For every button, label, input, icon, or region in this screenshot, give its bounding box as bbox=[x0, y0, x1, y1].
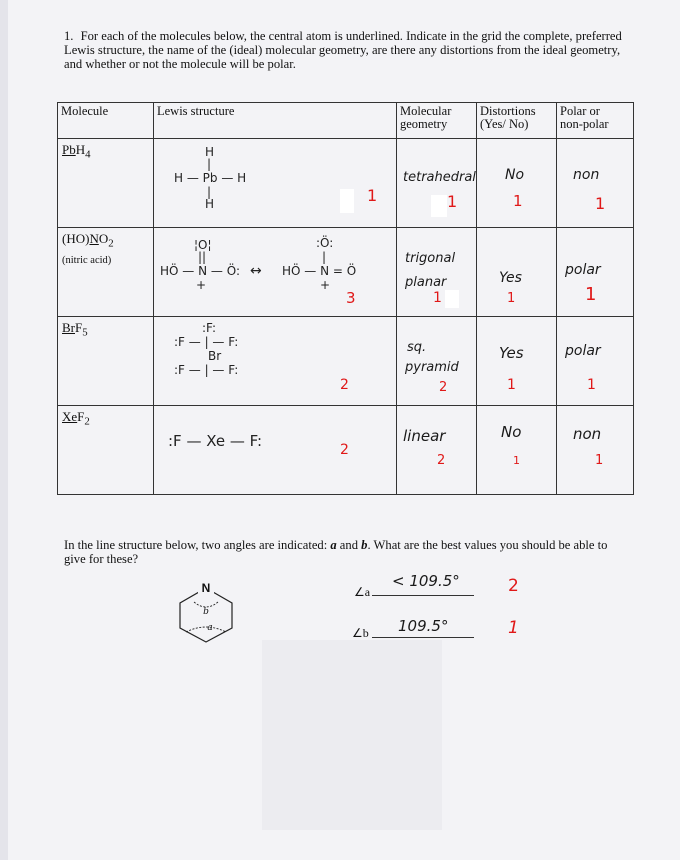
geometry-cell bbox=[397, 317, 477, 406]
question-1-text: For each of the molecules below, the central atom is underlined. Indicate in the grid the complete, preferred Lewis structure, the name of the (ideal) molecular geometry, are there any distortions from the ideal geometry, and whether or not the molecule will be polar. bbox=[64, 29, 622, 71]
molecule-cell bbox=[58, 228, 154, 317]
angle-b-answer: 109.5° bbox=[398, 617, 449, 635]
pyridine-line-structure bbox=[166, 578, 246, 648]
geometry-answer: sq. bbox=[407, 340, 427, 355]
angle-a-answer: < 109.5° bbox=[392, 572, 460, 590]
background-smudge bbox=[262, 640, 442, 830]
header-lewis: Lewis structure bbox=[154, 103, 397, 139]
question-1 bbox=[64, 29, 624, 71]
lewis-cell: ¦O¦ || HÖ — N — Ö: + ↔ :Ö: | HÖ — N = Ö + 3 bbox=[154, 228, 397, 317]
question-2: In the line structure below, two angles are indicated: a and b. What are the best values you should be able to give for these? bbox=[64, 538, 608, 566]
table-row bbox=[58, 317, 634, 406]
header-row bbox=[58, 103, 634, 139]
table-row bbox=[58, 228, 634, 317]
header-molecule: Molecule bbox=[58, 103, 154, 139]
geometry-answer: linear bbox=[403, 427, 446, 445]
angle-b-label: b bbox=[203, 607, 209, 617]
molecule-common-name: (nitric acid) bbox=[62, 255, 112, 266]
molecule-cell bbox=[58, 139, 154, 228]
distortion-answer: No bbox=[501, 423, 522, 441]
polar-answer: non bbox=[573, 167, 600, 183]
table-row bbox=[58, 406, 634, 495]
lewis-grade: 2 bbox=[340, 442, 349, 458]
lewis-grade: 3 bbox=[346, 289, 356, 307]
molecule-name: PbH$_4$ bbox=[62, 142, 91, 161]
lewis-cell: :F: :F — | — F: Br :F — | — F: 2 bbox=[154, 317, 397, 406]
molecule-cell bbox=[58, 317, 154, 406]
answer-line-b bbox=[372, 637, 474, 638]
polar-answer: polar bbox=[565, 262, 601, 278]
geometry-grade: 2 bbox=[439, 380, 448, 395]
distortion-cell bbox=[477, 406, 557, 495]
question-number: 1. bbox=[64, 29, 74, 43]
geometry-answer-line2: pyramid bbox=[405, 360, 459, 375]
answer-grid bbox=[57, 102, 634, 495]
polar-grade: 1 bbox=[595, 453, 604, 468]
angle-a-label: a bbox=[207, 623, 213, 633]
polar-answer: non bbox=[573, 425, 602, 443]
polar-cell bbox=[557, 228, 634, 317]
geometry-grade: 1 bbox=[433, 290, 442, 306]
polar-grade: 1 bbox=[595, 194, 606, 213]
molecule-name: BrF$_5$ bbox=[62, 320, 88, 339]
polar-cell bbox=[557, 317, 634, 406]
geometry-grade: 2 bbox=[437, 453, 446, 468]
polar-cell bbox=[557, 139, 634, 228]
distortion-cell bbox=[477, 139, 557, 228]
geometry-answer: trigonal bbox=[405, 251, 456, 266]
angle-a-grade: 2 bbox=[508, 576, 519, 596]
distortion-answer: Yes bbox=[499, 344, 524, 362]
distortion-cell bbox=[477, 317, 557, 406]
distortion-answer: Yes bbox=[499, 270, 522, 286]
distortion-grade: 1 bbox=[507, 291, 516, 306]
geometry-cell bbox=[397, 228, 477, 317]
distortion-answer: No bbox=[505, 167, 525, 183]
lewis-grade: 2 bbox=[340, 377, 349, 393]
correction-tape bbox=[340, 189, 354, 213]
molecule-name: $(HO)NO_2$ bbox=[62, 231, 114, 250]
angle-b-grade: 1 bbox=[508, 618, 519, 638]
answer-line-a bbox=[372, 595, 474, 596]
polar-answer: polar bbox=[565, 343, 601, 359]
polar-cell bbox=[557, 406, 634, 495]
lewis-cell: :F — Xe — F: 2 bbox=[154, 406, 397, 495]
distortion-grade: 1 bbox=[513, 192, 523, 210]
lewis-cell: H | H — Pb — H | H 1 bbox=[154, 139, 397, 228]
distortion-grade: 1 bbox=[513, 454, 520, 467]
geometry-answer-line2: planar bbox=[405, 275, 447, 290]
polar-grade: 1 bbox=[587, 377, 596, 393]
correction-tape bbox=[431, 195, 447, 217]
header-geometry: Molecular geometry bbox=[397, 103, 477, 139]
structure-atom-n: N bbox=[201, 581, 211, 595]
distortion-grade: 1 bbox=[507, 377, 516, 393]
table-row bbox=[58, 139, 634, 228]
header-polar: Polar or non-polar bbox=[557, 103, 634, 139]
molecule-cell bbox=[58, 406, 154, 495]
polar-grade: 1 bbox=[585, 284, 597, 305]
molecule-name: XeF$_2$ bbox=[62, 409, 90, 428]
distortion-cell bbox=[477, 228, 557, 317]
geometry-cell bbox=[397, 139, 477, 228]
resonance-arrow: ↔ bbox=[250, 263, 262, 279]
lewis-grade: 1 bbox=[367, 186, 378, 205]
geometry-grade: 1 bbox=[447, 192, 458, 211]
geometry-answer: tetrahedral bbox=[403, 170, 476, 185]
geometry-cell bbox=[397, 406, 477, 495]
header-distortions: Distortions (Yes/ No) bbox=[477, 103, 557, 139]
scan-edge bbox=[0, 0, 8, 860]
angle-b-prompt: ∠b bbox=[352, 626, 369, 640]
angle-a-prompt: ∠a bbox=[354, 585, 371, 599]
correction-tape bbox=[445, 290, 459, 308]
